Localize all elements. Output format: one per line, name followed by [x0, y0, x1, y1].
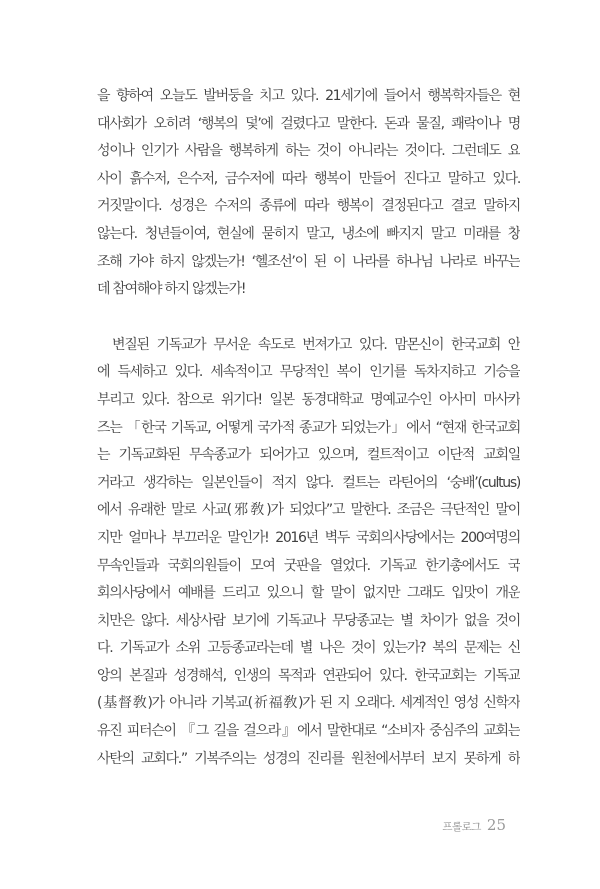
text-line: 회의사당에서 예배를 드리고 있으니 할 말이 없지만 그래도 입맛이 개운 — [97, 585, 520, 602]
text-line: 에 득세하고 있다. 세속적이고 무당적인 복이 인기를 독차지하고 기승을 — [97, 364, 520, 381]
text-line: 유진 피터슨이 『그 길을 걸으라』에서 말한대로 “소비자 중심주의 교회는 — [97, 723, 520, 740]
text-line: 조해 가야 하지 않겠는가! ‘헬조선’이 된 이 나라를 하나님 나라로 바꾸는 — [97, 253, 520, 270]
text-line: 거짓말이다. 성경은 수저의 종류에 따라 행복이 결정된다고 결코 말하지 — [97, 198, 520, 215]
text-block — [97, 83, 520, 773]
paragraph — [97, 332, 520, 774]
text-line: 앙의 본질과 성경해석, 인생의 목적과 연관되어 있다. 한국교회는 기독교 — [97, 667, 520, 684]
text-line: 치만은 않다. 세상사람 보기에 기독교나 무당종교는 별 차이가 없을 것이 — [97, 612, 520, 629]
text-line: 에서 유래한 말로 사교(邪敎)가 되었다”고 말한다. 조금은 극단적인 말이 — [97, 502, 520, 519]
paragraph — [97, 83, 520, 304]
text-line: 사탄의 교회다.” 기복주의는 성경의 진리를 원천에서부터 보지 못하게 하 — [97, 750, 520, 767]
page-footer — [442, 816, 506, 834]
text-line: 지만 얼마나 부끄러운 말인가! 2016년 벽두 국회의사당에서는 200여명의 — [97, 529, 520, 546]
text-line: 부리고 있다. 참으로 위기다! 일본 동경대학교 명예교수인 아사미 마사카 — [97, 391, 520, 408]
text-line: 다. 기독교가 소위 고등종교라는데 별 나은 것이 있는가? 복의 문제는 신 — [97, 640, 520, 657]
text-line: 데 참여해야 하지 않겠는가! — [97, 281, 246, 298]
text-line: 않는다. 청년들이여, 현실에 묻히지 말고, 냉소에 빠지지 말고 미래를 창 — [97, 225, 520, 242]
footer-page-number: 25 — [486, 816, 506, 834]
footer-section-label: 프롤로그 — [442, 821, 481, 833]
text-line: 거라고 생각하는 일본인들이 적지 않다. 컬트는 라틴어의 ‘숭배’(cultus) — [97, 474, 520, 491]
text-line: 변질된 기독교가 무서운 속도로 번져가고 있다. 맘몬신이 한국교회 안 — [112, 336, 520, 353]
text-line: 즈는 「한국 기독교, 어떻게 국가적 종교가 되었는가」에서 “현재 한국교회 — [97, 419, 520, 436]
text-line: 사이 흙수저, 은수저, 금수저에 따라 행복이 만들어 진다고 말하고 있다. — [97, 170, 520, 187]
text-line: (基督敎)가 아니라 기복교(祈福敎)가 된 지 오래다. 세계적인 영성 신학자 — [97, 695, 520, 712]
text-line: 는 기독교화된 무속종교가 되어가고 있으며, 컬트적이고 이단적 교회일 — [97, 447, 520, 464]
text-line: 을 향하여 오늘도 발버둥을 치고 있다. 21세기에 들어서 행복학자들은 현 — [97, 88, 520, 104]
text-line: 무속인들과 국회의원들이 모여 굿판을 열었다. 기독교 한기총에서도 국 — [97, 557, 520, 574]
text-line: 성이나 인기가 사람을 행복하게 하는 것이 아니라는 것이다. 그런데도 요 — [97, 143, 520, 160]
text-line: 대사회가 오히려 ‘행복의 덫’에 걸렸다고 말한다. 돈과 물질, 쾌락이나 명 — [97, 115, 520, 132]
